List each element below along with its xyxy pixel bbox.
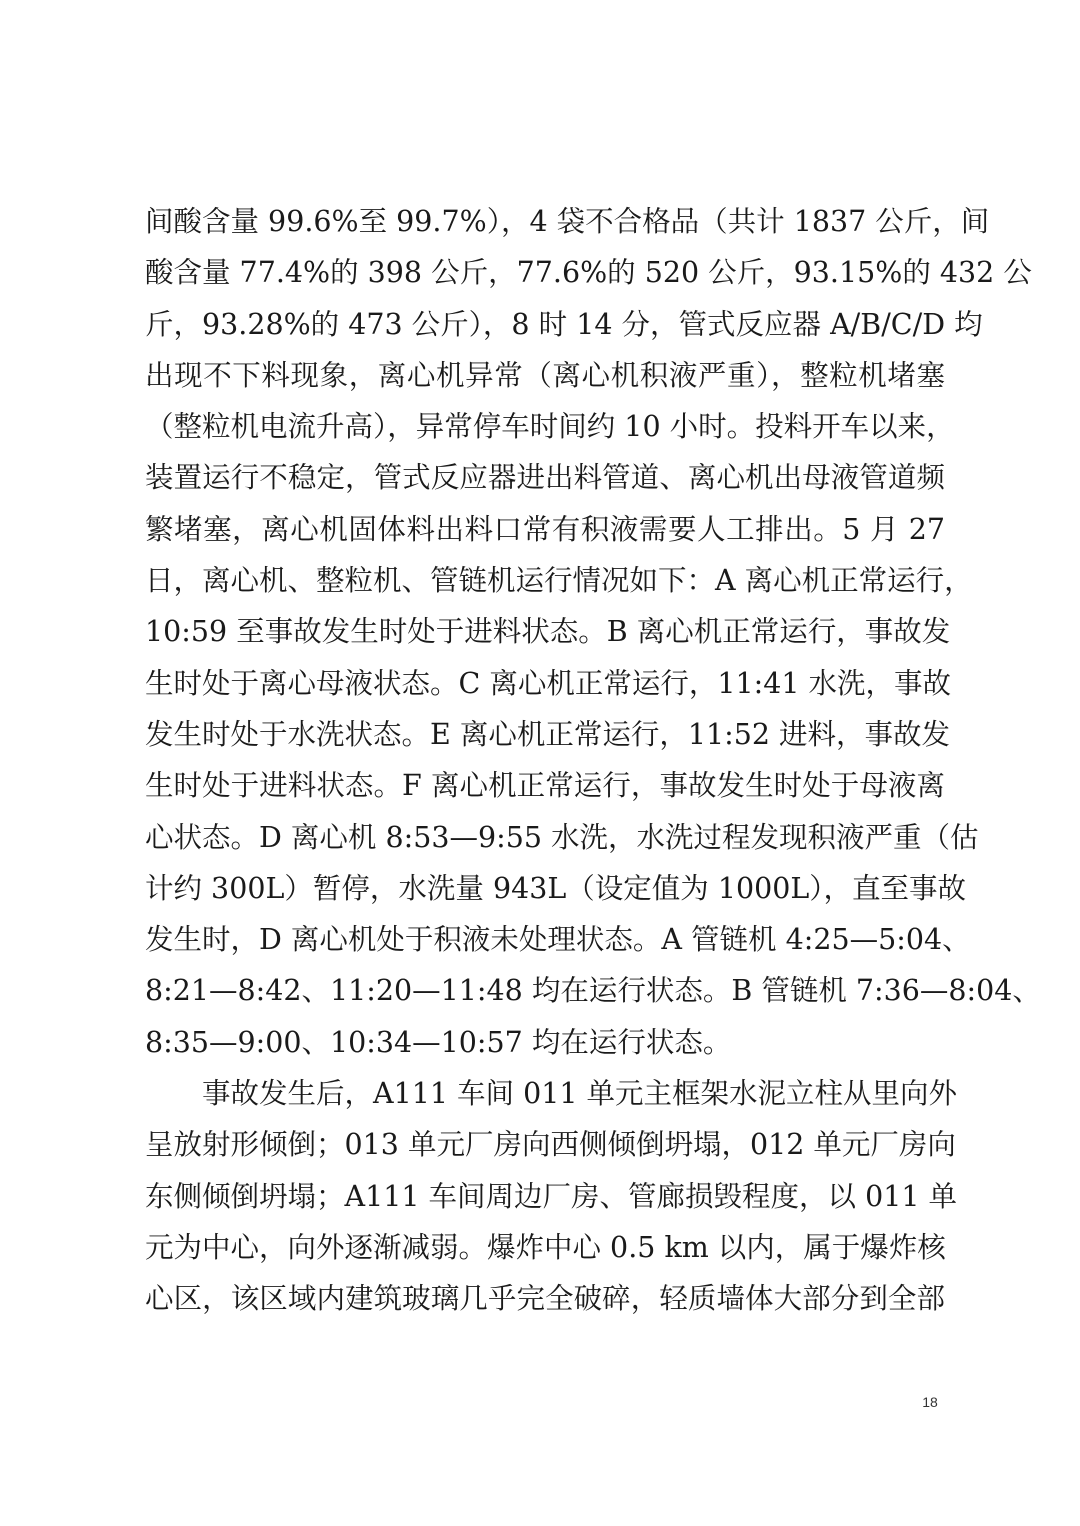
text-line: 心状态。D 离心机 8:53—9:55 水洗，水洗过程发现积液严重（估 — [145, 820, 979, 854]
text-line: （整粒机电流升高），异常停车时间约 10 小时。投料开车以来， — [145, 410, 955, 444]
text-line: 东侧倾倒坍塌；A111 车间周边厂房、管廊损毁程度，以 011 单 — [145, 1179, 958, 1213]
text-line: 繁堵塞，离心机固体料出料口常有积液需要人工排出。5 月 27 — [145, 512, 945, 546]
body-text — [145, 196, 1041, 1325]
text-line: 出现不下料现象，离心机异常（离心机积液严重），整粒机堵塞 — [145, 358, 945, 392]
text-line: 发生时，D 离心机处于积液未处理状态。A 管链机 4:25—5:04、 — [145, 923, 971, 957]
text-line: 8:35—9:00、10:34—10:57 均在运行状态。 — [145, 1025, 732, 1059]
text-line: 生时处于离心母液状态。C 离心机正常运行，11:41 水洗，事故 — [145, 666, 952, 700]
text-line: 事故发生后，A111 车间 011 单元主框架水泥立柱从里向外 — [202, 1077, 958, 1111]
text-line: 斤，93.28%的 473 公斤），8 时 14 分，管式反应器 A/B/C/D 均 — [145, 307, 983, 341]
paragraph-2 — [145, 1068, 958, 1324]
text-line: 发生时处于水洗状态。E 离心机正常运行，11:52 进料，事故发 — [145, 717, 951, 751]
text-line: 酸含量 77.4%的 398 公斤，77.6%的 520 公斤，93.15%的 432 公 — [145, 256, 1032, 290]
text-line: 计约 300L）暂停，水洗量 943L（设定值为 1000L），直至事故 — [145, 871, 967, 905]
paragraph-1 — [145, 196, 1041, 1068]
text-line: 呈放射形倾倒；013 单元厂房向西侧倾倒坍塌，012 单元厂房向 — [145, 1128, 956, 1162]
text-line: 装置运行不稳定，管式反应器进出料管道、离心机出母液管道频 — [145, 461, 945, 495]
text-line: 日，离心机、整粒机、管链机运行情况如下：A 离心机正常运行， — [145, 564, 973, 598]
text-line: 10:59 至事故发生时处于进料状态。B 离心机正常运行，事故发 — [145, 615, 951, 649]
text-line: 间酸含量 99.6%至 99.7%），4 袋不合格品（共计 1837 公斤，间 — [145, 205, 990, 238]
page-number: 18 — [922, 1394, 938, 1410]
text-line: 生时处于进料状态。F 离心机正常运行，事故发生时处于母液离 — [145, 769, 945, 803]
text-line: 8:21—8:42、11:20—11:48 均在运行状态。B 管链机 7:36—8:04、 — [145, 974, 1041, 1008]
text-line: 元为中心，向外逐渐减弱。爆炸中心 0.5 km 以内，属于爆炸核 — [145, 1230, 946, 1264]
text-line: 心区，该区域内建筑玻璃几乎完全破碎，轻质墙体大部分到全部 — [145, 1282, 945, 1316]
